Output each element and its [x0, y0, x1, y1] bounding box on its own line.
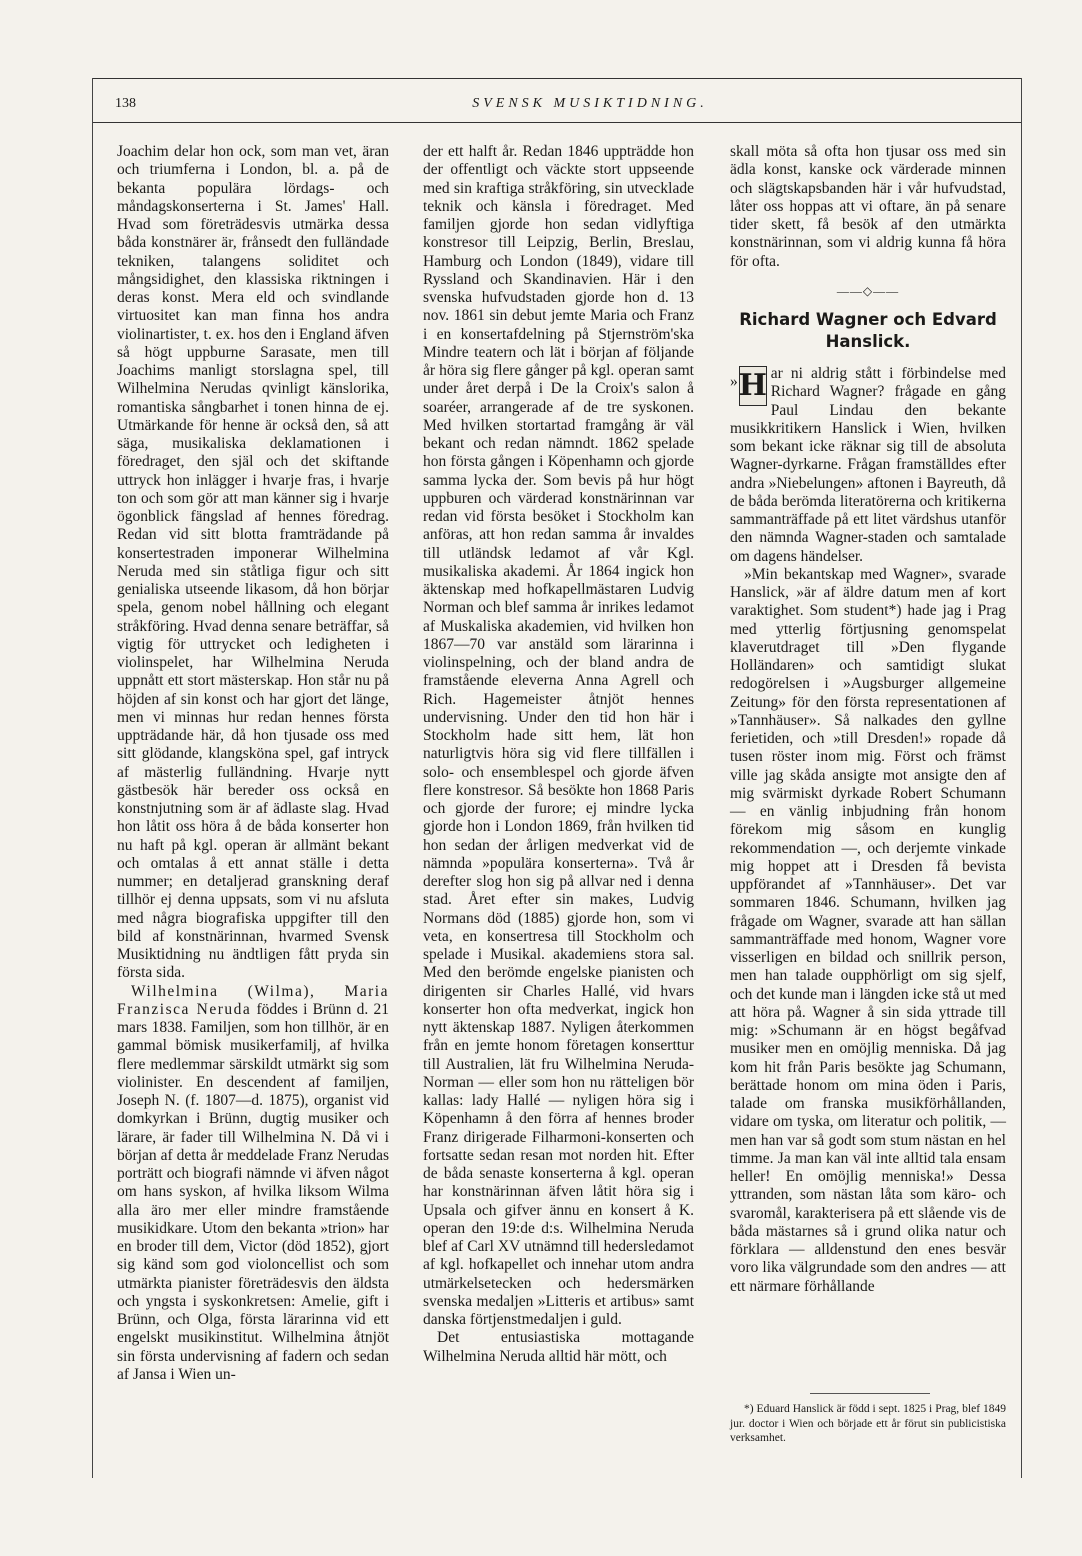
paragraph-opening — [730, 365, 1006, 566]
footnote-text: *) Eduard Hanslick är född i sept. 1825 i Prag, blef 1849 jur. doctor i Wien och började ett år förut sin publicistiska verksamhet. — [730, 1403, 1006, 1444]
text-column-2 — [423, 143, 694, 1366]
opening-quote: » — [730, 373, 738, 390]
page-number: 138 — [115, 96, 136, 111]
paragraph: »Min bekantskap med Wagner», svarade Hanslick, »är af äldre datum men af kort varaktighet. Som student*) hade jag i Prag med ytterlig förtjusning genomspelat klaverutdraget till »Den flygande Holländaren» och samtidigt slukat redogörelsen i »Augsburger allgemeine Zeitung» för den första representationen af »Tannhäuser». Så nalkades den gyllne ferietiden, och »till Dresden!» ropade då tusen röster inom mig. Först och främst ville jag skåda ansigte mot ansigte den af mig svärmiskt dyrkade Robert Schumann — en vänlig inbjudning från honom förekom mig såsom en kunglig rekommendation —, och derjemte vinkade mig hoppet att i Dresden få bevista uppförandet af »Tannhäuser». Det var sommaren 1846. Schumann, hvilken jag frågade om Wagner, svarade att han sällan sammanträffade med honom, Wagner vore visserligen en bildad och snillrik person, men han talade oupphörligt om sig sjelf, och det kunde man i längden icke stå ut med att höra på. Wagner å sin sida yttrade till mig: »Schumann är en högst begåfvad musiker men en omöjlig menniska. Då jag kom hit från Paris besökte jag Schumann, berättade honom om mina öden i Paris, talade om franska musikförhållanden, vidare om tyska, om literatur och politik, — men han var så godt som stum nästan en hel timme. Ja man kan väl inte alltid tala ensam heller! En omöjlig menniska!» Dessa yttranden, som nästan låta som käro- och svaromål, karakterisera på ett slående vis de båda mästarnes så i grund olika natur och förklara — alldenstund den enes besvär voro lika välgrundade som den andres — att ett närmare förhållande — [730, 565, 1006, 1295]
article-title: Richard Wagner och Edvard Hanslick. — [739, 310, 997, 351]
paragraph: Det entusiastiska mottagande Wilhelmina Neruda alltid här mött, och — [423, 1329, 694, 1365]
paragraph: Joachim delar hon ock, som man vet, äran och triumferna i London, bl. a. på de bekanta populära lördags- och måndagskonserterna i St. James' Hall. Hvad som företrädesvis utmärka dessa båda konstnärer är, frånsedt den fulländade tekniken, talangens soliditet och mångsidighet, den klassiska riktningen i deras konst. Mera eld och svindlande virtuositet kan man finna hos andra violinartister, t. ex. hos den i England äfven så högt uppburne Sarasate, men till Joachims manligt storslagna spel, till Wilhelmina Nerudas qvinligt känslorika, romantiska sångbarhet i tonen hinna de ej. Utmärkande för henne är också den, så att säga, musikaliska deklamationen i föredraget, den själ och det skiftande uttryck hon inlägger i hvarje fras, i hvarje ton och som gör att man känner sig i hvarje ögonblick fängslad af hennes föredrag. Redan vid sitt blotta framträdande på konsertestraden imponerar Wilhelmina Neruda med sin ståtliga figur och sitt genialiska utseende likasom, då hon börjar spela, genom nobel hållning och elegant stråkföring. Hvad denna senare beträffar, så vigtig för uttrycket och ledigheten i violinspelet, har Wilhelmina Neruda uppnått ett stort mästerskap. Hon står nu på höjden af sin konst och har gjort det länge, men vi minnas hur redan hennes första uppträdande här, då hon tjusade oss med sitt glödande, klangsköna spel, gaf intryck af mästerlig fulländning. Hvarje nytt gästbesök här bereder oss också en konstnjutning som är af ädlaste slag. Hvad hon låtit oss höra å de båda konserter hon nu haft på kgl. operan är allmänt bekant och omtalas å ett annat ställe i detta nummer; en detaljerad granskning deraf tillhör ej denna uppsats, som vi nu afsluta med några biografiska uppgifter till den bild af konstnärinnan, hvarmed Svensk Musiktidning nu ändtligen fått pryda sin första sida. — [117, 143, 389, 982]
paragraph-continuation: föddes i Brünn d. 21 mars 1838. Familjen, som hon tillhör, är en gammal bömisk musikerfamilj, af hvilka flere medlemmar särskildt utmärkt sig som violinister. En descendent af familjen, Joseph N. (f. 1807—d. 1875), organist vid domkyrkan i Brünn, dugtig musiker och lärare, är fader till Wilhelmina N. Då vi i början af detta år meddelade Franz Nerudas porträtt och biografi nämnde vi äfven något om hans syskon, af hvilka liksom Wilma alla äro mer eller mindre framstående musikidkare. Utom den bekanta »trion» har en broder till dem, Victor (död 1852), gjort sig känd som god violoncellist och som utmärkta pianister företrädesvis den äldsta och yngsta i syskonkretsen: Amelie, gift i Brünn, och Olga, första lärarinna vid ett engelskt musikinstitut. Wilhelmina åtnjöt sin första undervisning af fadern och sedan af Jansa i Wien un- — [117, 1000, 389, 1383]
section-divider: ——◇—— — [836, 283, 900, 298]
page-border-left — [92, 78, 93, 1478]
footnote-rule — [810, 1393, 930, 1394]
header-rule-top — [92, 78, 1022, 79]
text-column-3 — [730, 143, 1006, 1296]
spaced-name: Wilhelmina (Wilma), Maria Franzisca Neruda — [117, 982, 389, 1018]
paragraph: der ett halft år. Redan 1846 uppträdde hon der offentligt och väckte stort uppseende med sin kraftiga stråkföring, sin utvecklade teknik och känsla i föredraget. Med familjen gjorde hon sedan vidlyftiga konstresor till Leipzig, Berlin, Breslau, Hamburg och London (1849), vidare till Ryssland och Skandinavien. Här i den svenska hufvudstaden gjorde hon d. 13 nov. 1861 sin debut jemte Maria och Franz i en konsertafdelning på Stjernström'ska Mindre teatern och lät i början af följande år höra sig flere gånger på kgl. operan samt under året derpå i De la Croix's salon å soaréer, arrangerade af de tre syskonen. Med hvilken stortartad framgång är väl bekant och redan nämndt. 1862 spelade hon första gången i Köpenhamn och gjorde samma lycka der. Som bevis på hur högt uppburen och värderad konstnärinnan var redan vid första besöket i Stockholm kan anföras, att hon redan samma år invaldes till utländsk ledamot af vår Kgl. musikaliska akademi. År 1864 ingick hon äktenskap med hofkapellmästaren Ludvig Norman och blef samma år inrikes ledamot af Muskaliska akademien, vid hvilken hon 1867—70 var anstäld som lärarinna i violinspelning, och der bland andra de framstående eleverna Anna Agrell och Rich. Hagemeister åtnjöt hennes undervisning. Under den tid hon här i Stockholm hade sitt hem, lät hon naturligtvis höra sig vid flere tillfällen i solo- och ensemblespel och gjorde äfven flere konstresor. Så besökte hon 1868 Paris och gjorde der furore; ej mindre lycka gjorde hon i London 1869, från hvilken tid hon sedan der årligen medverkat vid de nämnda »populära konserterna». Två år derefter slog hon sig på allvar ned i denna stad. Året efter sin makes, Ludvig Normans död (1885) gjorde hon, som vi veta, en konsertresa till Stockholm och spelade i Musikal. akademiens stora sal. Med den berömde engelske pianisten och dirigenten sir Charles Hallé, vid hvars konserter hon ofta medverkat, ingick hon nytt äktenskap 1887. Nyligen återkommen från en jemte honom företagen konserttur till Australien, lät fru Wilhelmina Neruda-Norman — eller som hon nu rätteligen bör kallas: lady Hallé — nyligen höra sig i Köpenhamn å den förra af hennes broder Franz dirigerade Filharmoni-konserten och fortsatte sedan resan mot norden hit. Efter de båda senaste konserterna å kgl. operan har konstnärinnan äfven låtit höra sig i Upsala och gifver ännu en konsert å K. operan den 19:de d:s. Wilhelmina Neruda blef af Carl XV utnämnd till hedersledamot af kgl. hofkapellet och innehar utom andra utmärkelsetecken och hedersmärken svenska medaljen »Litteris et artibus» samt danska förtjenstmedaljen i guld. — [423, 143, 694, 1328]
paragraph-biography — [117, 983, 389, 1385]
footnote — [730, 1402, 1006, 1446]
dropcap-frame — [739, 366, 767, 406]
page-border-right — [1021, 78, 1022, 1478]
running-title: SVENSK MUSIKTIDNING. — [472, 96, 708, 111]
paragraph-text: ar ni aldrig stått i förbindelse med Richard Wagner? frågade en gång Paul Lindau den bekante musikkritikern Hanslick i Wien, hvilken som bekant icke räknar sig till de absoluta Wagner-dyrkarne. Frågan framställdes efter andra »Niebelungen» aftonen i Bayreuth, då de båda berömda literatörerna och kritikerna sammanträffade på ett litet värdshus utanför den nämnda Wagner-staden och samtalade om dagens händelser. — [730, 365, 1006, 565]
header-rule-bottom — [92, 122, 1022, 123]
dropcap-letter: H — [738, 368, 767, 403]
text-column-1 — [117, 143, 389, 1384]
paragraph: skall möta så ofta hon tjusar oss med sin ädla konst, kanske ock värderade minnen och slägtskapsbanden här i vår hufvudstad, låter oss hoppas att vi oftare, än på senare tider skett, få besök af den utmärkta konstnärinnan, som vi aldrig kunna få höra för ofta. — [730, 143, 1006, 270]
